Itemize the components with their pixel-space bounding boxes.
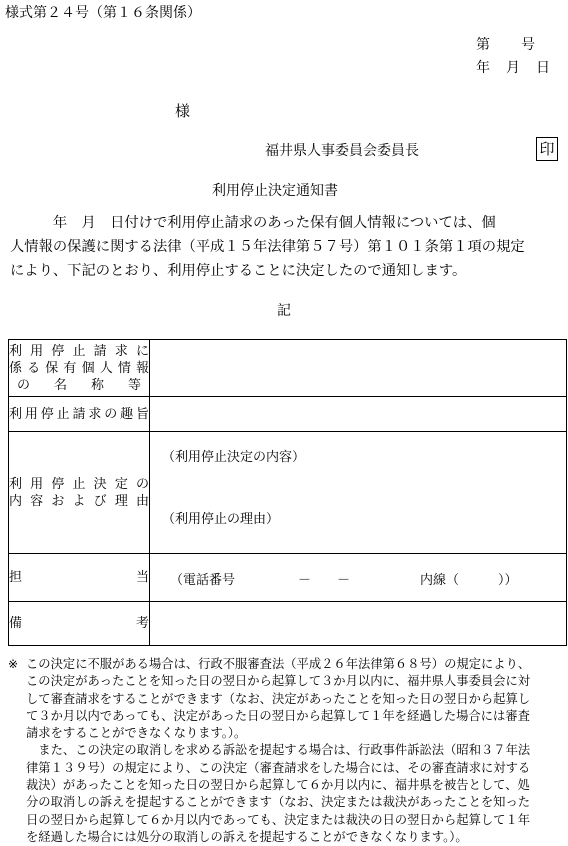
- row-label-remarks: [9, 602, 150, 646]
- document-date: 年 月 日: [476, 60, 551, 76]
- note-line: て３か月以内であっても、決定があった日の翌日から起算して１年を経過した場合には審査: [26, 708, 530, 723]
- row-label-request-purpose: [9, 397, 150, 432]
- table-row: [9, 554, 567, 602]
- addressee-suffix: 様: [175, 102, 191, 120]
- decision-field[interactable]: [150, 432, 567, 554]
- request-purpose-field[interactable]: [150, 397, 567, 432]
- note-line: 分の取消しの訴えを提起することができます（なお、決定または裁決があったことを知った: [26, 795, 531, 810]
- decision-reason-caption: （利用停止の理由）: [162, 512, 280, 527]
- label-line: 利用停止請求に: [9, 343, 149, 359]
- remarks-field[interactable]: [150, 602, 567, 646]
- label-line: 利用停止決定の: [9, 476, 149, 492]
- body-paragraph: [10, 211, 564, 283]
- note-line: 請求をすることができなくなります。）。: [26, 726, 247, 741]
- note-mark: ※: [8, 657, 19, 671]
- contact-field[interactable]: [150, 554, 567, 602]
- document-title: 利用停止決定通知書: [212, 183, 338, 199]
- row-label-info-name: [9, 340, 150, 397]
- table-row: [9, 602, 567, 646]
- seal-box: 印: [536, 137, 558, 161]
- label-line: 備 考: [9, 616, 149, 631]
- form-reference: 様式第２４号（第１６条関係）: [5, 5, 201, 21]
- table-row: [9, 397, 567, 432]
- phone-label: （電話番号: [170, 573, 236, 588]
- notes-section: [8, 656, 560, 846]
- document-number: 第 号: [476, 37, 536, 53]
- body-line: 年 月 日付けで利用停止請求のあった保有個人情報については、個: [10, 215, 496, 231]
- label-line: 係る保有個人情報: [9, 360, 149, 376]
- body-line: により、下記のとおり、利用停止することに決定したので通知します。: [10, 263, 467, 279]
- issuer-name: 福井県人事委員会委員長: [265, 143, 419, 159]
- table-row: [9, 432, 567, 554]
- note-line: 裁決）があったことを知った日の翌日から起算して６か月以内に、福井県を被告として、処: [26, 778, 530, 793]
- note-line: 日の翌日から起算して６か月以内であっても、決定または裁決の日の翌日から起算して１年: [26, 812, 531, 827]
- notes-body: [26, 656, 560, 846]
- table-row: [9, 340, 567, 397]
- note-line: を経過した場合には処分の取消しの訴えを提起することができなくなります。）。: [26, 829, 468, 844]
- note-line: この決定に不服がある場合は、行政不服審査法（平成２６年法律第６８号）の規定により、: [26, 657, 531, 671]
- note-line: して審査請求をすることができます（なお、決定があったことを知った日の翌日から起算し: [26, 691, 531, 706]
- label-line: 利用停止請求の趣旨: [9, 406, 149, 422]
- note-line: 律第１３９号）の規定により、この決定（審査請求をした場合には、その審査請求に対する: [26, 760, 531, 775]
- label-line: 内容および理由: [9, 493, 149, 509]
- note-line: この決定があったことを知った日の翌日から起算して３か月以内に、福井県人事委員会に対: [26, 674, 531, 689]
- ki-heading: 記: [277, 303, 291, 319]
- row-label-contact: [9, 554, 150, 602]
- body-line: 人情報の保護に関する法律（平成１５年法律第５７号）第１０１条第１項の規定: [10, 239, 525, 255]
- notice-table: [8, 339, 567, 646]
- label-line: の名称等: [17, 377, 141, 393]
- phone-dashes: － －: [298, 573, 351, 588]
- info-name-field[interactable]: [150, 340, 567, 397]
- note-line: また、この決定の取消しを求める訴訟を提起する場合は、行政事件訴訟法（昭和３７年法: [26, 743, 531, 758]
- extension-label: 内線（ ））: [420, 573, 518, 588]
- decision-content-caption: （利用停止決定の内容）: [162, 450, 306, 465]
- row-label-decision: [9, 432, 150, 554]
- label-line: 担 当: [9, 570, 149, 585]
